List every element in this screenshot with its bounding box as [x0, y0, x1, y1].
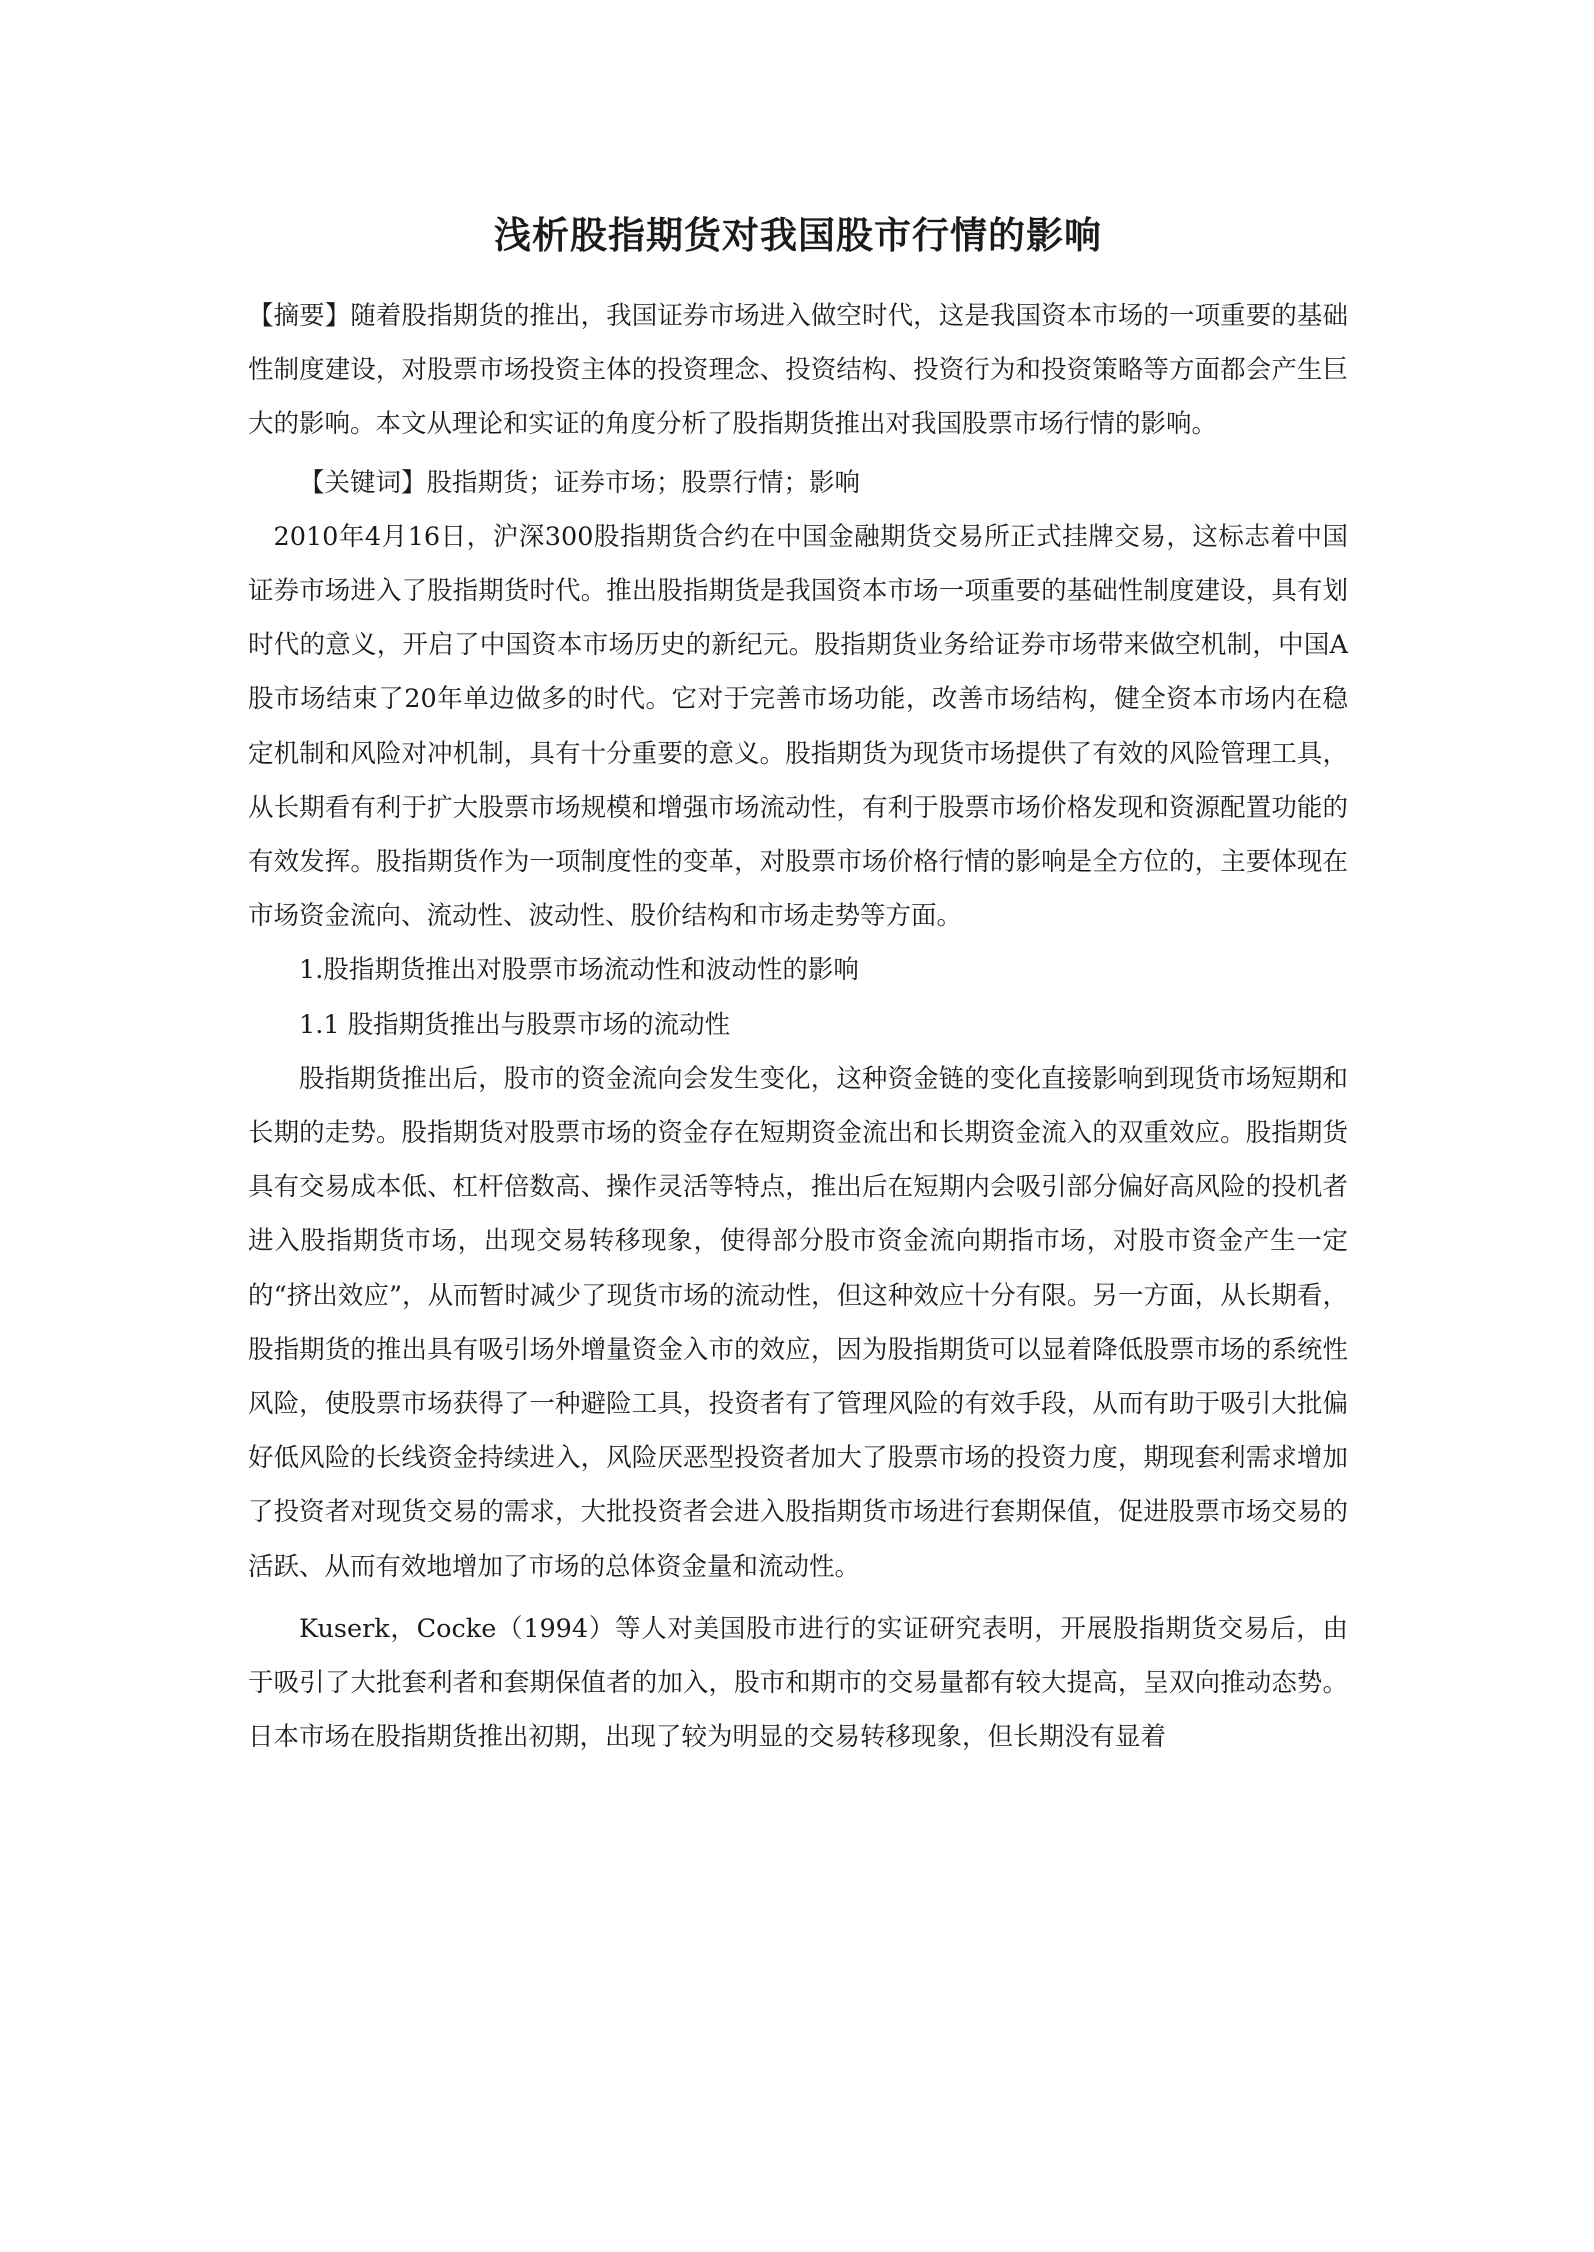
section-1-1-heading: 1.1 股指期货推出与股票市场的流动性 — [299, 1009, 731, 1040]
section-1-heading: 1.股指期货推出对股票市场流动性和波动性的影响 — [299, 955, 859, 986]
abstract-paragraph: 【摘要】随着股指期货的推出，我国证券市场进入做空时代，这是我国资本市场的一项重要的基础性制度建设，对股票市场投资主体的投资理念、投资结构、投资行为和投资策略等方面都会产生巨大的影响。本文从理论和实证的角度分析了股指期货推出对我国股票市场行情的影响。 — [248, 301, 1348, 440]
document-title: 浅析股指期货对我国股市行情的影响 — [494, 213, 1102, 257]
intro-paragraph: 2010年4月16日，沪深300股指期货合约在中国金融期货交易所正式挂牌交易，这标志着中国证券市场进入了股指期货时代。推出股指期货是我国资本市场一项重要的基础性制度建设，具有划时代的意义，开启了中国资本市场历史的新纪元。股指期货业务给证券市场带来做空机制，中国A股市场结束了20年单边做多的时代。它对于完善市场功能，改善市场结构，健全资本市场内在稳定机制和风险对冲机制，具有十分重要的意义。股指期货为现货市场提供了有效的风险管理工具，从长期看有利于扩大股票市场规模和增强市场流动性，有利于股票市场价格发现和资源配置功能的有效发挥。股指期货作为一项制度性的变革，对股票市场价格行情的影响是全方位的，主要体现在市场资金流向、流动性、波动性、股价结构和市场走势等方面。 — [248, 521, 1348, 932]
body-paragraph-1: 股指期货推出后，股市的资金流向会发生变化，这种资金链的变化直接影响到现货市场短期和长期的走势。股指期货对股票市场的资金存在短期资金流出和长期资金流入的双重效应。股指期货具有交易成本低、杠杆倍数高、操作灵活等特点，推出后在短期内会吸引部分偏好高风险的投机者进入股指期货市场，出现交易转移现象，使得部分股市资金流向期指市场，对股市资金产生一定的“挤出效应”，从而暂时减少了现货市场的流动性，但这种效应十分有限。另一方面，从长期看，股指期货的推出具有吸引场外增量资金入市的效应，因为股指期货可以显着降低股票市场的系统性风险，使股票市场获得了一种避险工具，投资者有了管理风险的有效手段，从而有助于吸引大批偏好低风险的长线资金持续进入，风险厌恶型投资者加大了股票市场的投资力度，期现套利需求增加了投资者对现货交易的需求，大批投资者会进入股指期货市场进行套期保值，促进股票市场交易的活跃、从而有效地增加了市场的总体资金量和流动性。 — [248, 1063, 1348, 1582]
body-paragraph-2: Kuserk，Cocke（1994）等人对美国股市进行的实证研究表明，开展股指期货交易后，由于吸引了大批套利者和套期保值者的加入，股市和期市的交易量都有较大提高，呈双向推动态势。日本市场在股指期货推出初期，出现了较为明显的交易转移现象，但长期没有显着 — [248, 1613, 1348, 1753]
keywords-paragraph: 【关键词】股指期货；证券市场；股票行情；影响 — [299, 467, 861, 498]
document-page — [248, 205, 1348, 1764]
